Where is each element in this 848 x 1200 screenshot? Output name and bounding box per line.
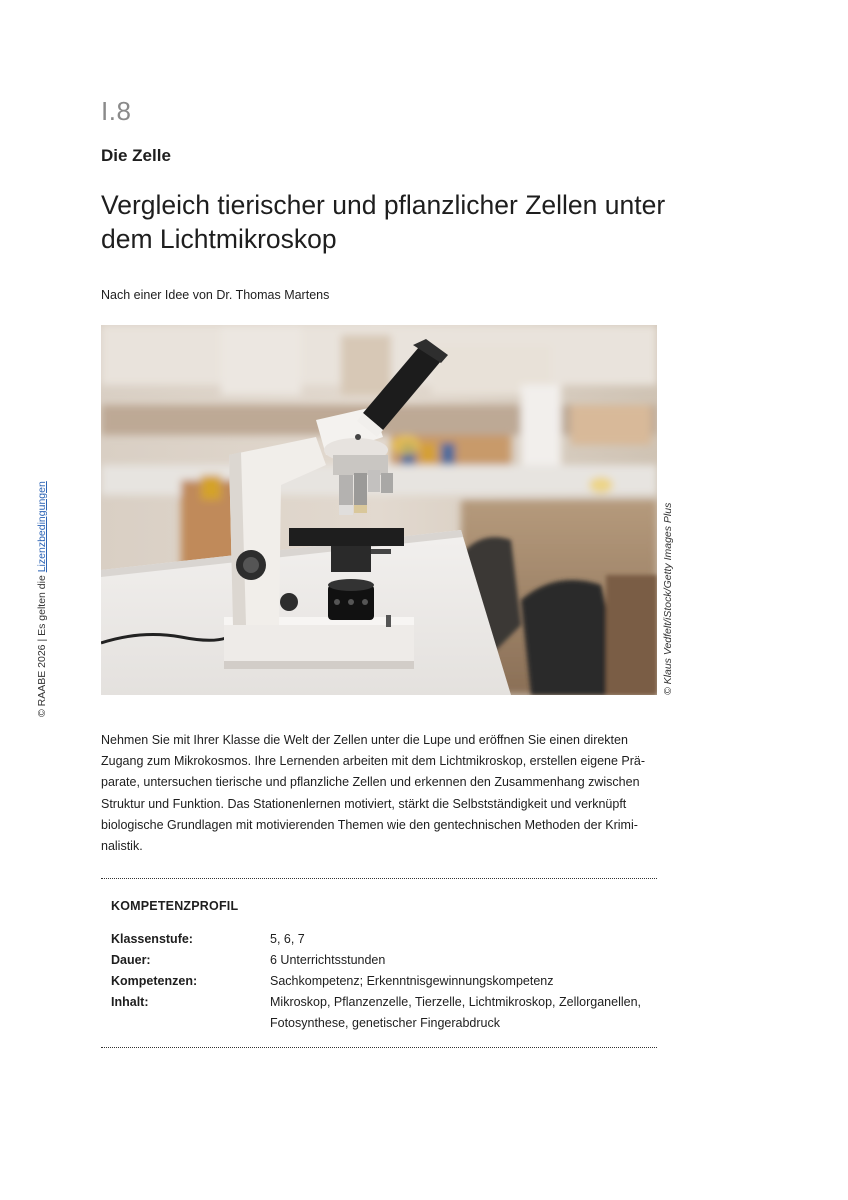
competence-profile-heading: KOMPETENZPROFIL xyxy=(111,899,239,913)
author-credit: Nach einer Idee von Dr. Thomas Martens xyxy=(101,288,330,302)
copyright-text: © RAABE 2026 | Es gelten die xyxy=(36,572,48,717)
intro-line: Struktur und Funktion. Das Stationenlernen motiviert, stärkt die Selbstständigkeit und verknüpft xyxy=(101,796,627,811)
intro-line: Nehmen Sie mit Ihrer Klasse die Welt der Zellen unter die Lupe und eröffnen Sie einen direkten xyxy=(101,733,628,747)
profile-label: Kompetenzen: xyxy=(111,974,198,988)
profile-value-line: Sachkompetenz; Erkenntnisgewinnungskompetenz xyxy=(270,974,554,988)
profile-value-line: 5, 6, 7 xyxy=(270,932,305,946)
profile-label: Klassenstufe: xyxy=(111,932,193,946)
intro-line: biologische Grundlagen mit motivierenden Themen wie den gentechnischen Methoden der Krimi- xyxy=(101,817,638,832)
section-number: I.8 xyxy=(101,96,132,126)
profile-value xyxy=(270,950,670,971)
title-line: Vergleich tierischer und pflanzlicher Zellen unter xyxy=(101,190,666,220)
dotted-divider-top xyxy=(101,878,657,879)
profile-value-line: 6 Unterrichtsstunden xyxy=(270,953,386,967)
profile-value xyxy=(270,992,670,1034)
copyright-notice xyxy=(36,481,48,717)
profile-value-line: Mikroskop, Pflanzenzelle, Tierzelle, Lichtmikroskop, Zellorganellen, xyxy=(270,995,641,1009)
chapter-title: Die Zelle xyxy=(101,146,171,165)
title-line: dem Lichtmikroskop xyxy=(101,224,337,254)
license-link[interactable]: Lizenzbedingungen xyxy=(36,481,48,573)
microscope-photo xyxy=(101,325,657,695)
profile-label: Inhalt: xyxy=(111,995,149,1009)
intro-line: parate, untersuchen tierische und pflanzliche Zellen und erkennen den Zusammenhang zwischen xyxy=(101,775,640,790)
profile-label: Dauer: xyxy=(111,953,151,967)
profile-value xyxy=(270,971,670,992)
dotted-divider-bottom xyxy=(101,1047,657,1048)
profile-value xyxy=(270,929,670,950)
page-title xyxy=(101,188,671,256)
photo-credit: © Klaus Vedfelt/iStock/Getty Images Plus xyxy=(662,502,674,695)
intro-paragraph xyxy=(101,730,661,857)
profile-value-line: Fotosynthese, genetischer Fingerabdruck xyxy=(270,1016,500,1030)
intro-line: nalistik. xyxy=(101,839,143,854)
intro-line: Zugang zum Mikrokosmos. Ihre Lernenden arbeiten mit dem Lichtmikroskop, erstellen eigene Prä- xyxy=(101,754,646,769)
